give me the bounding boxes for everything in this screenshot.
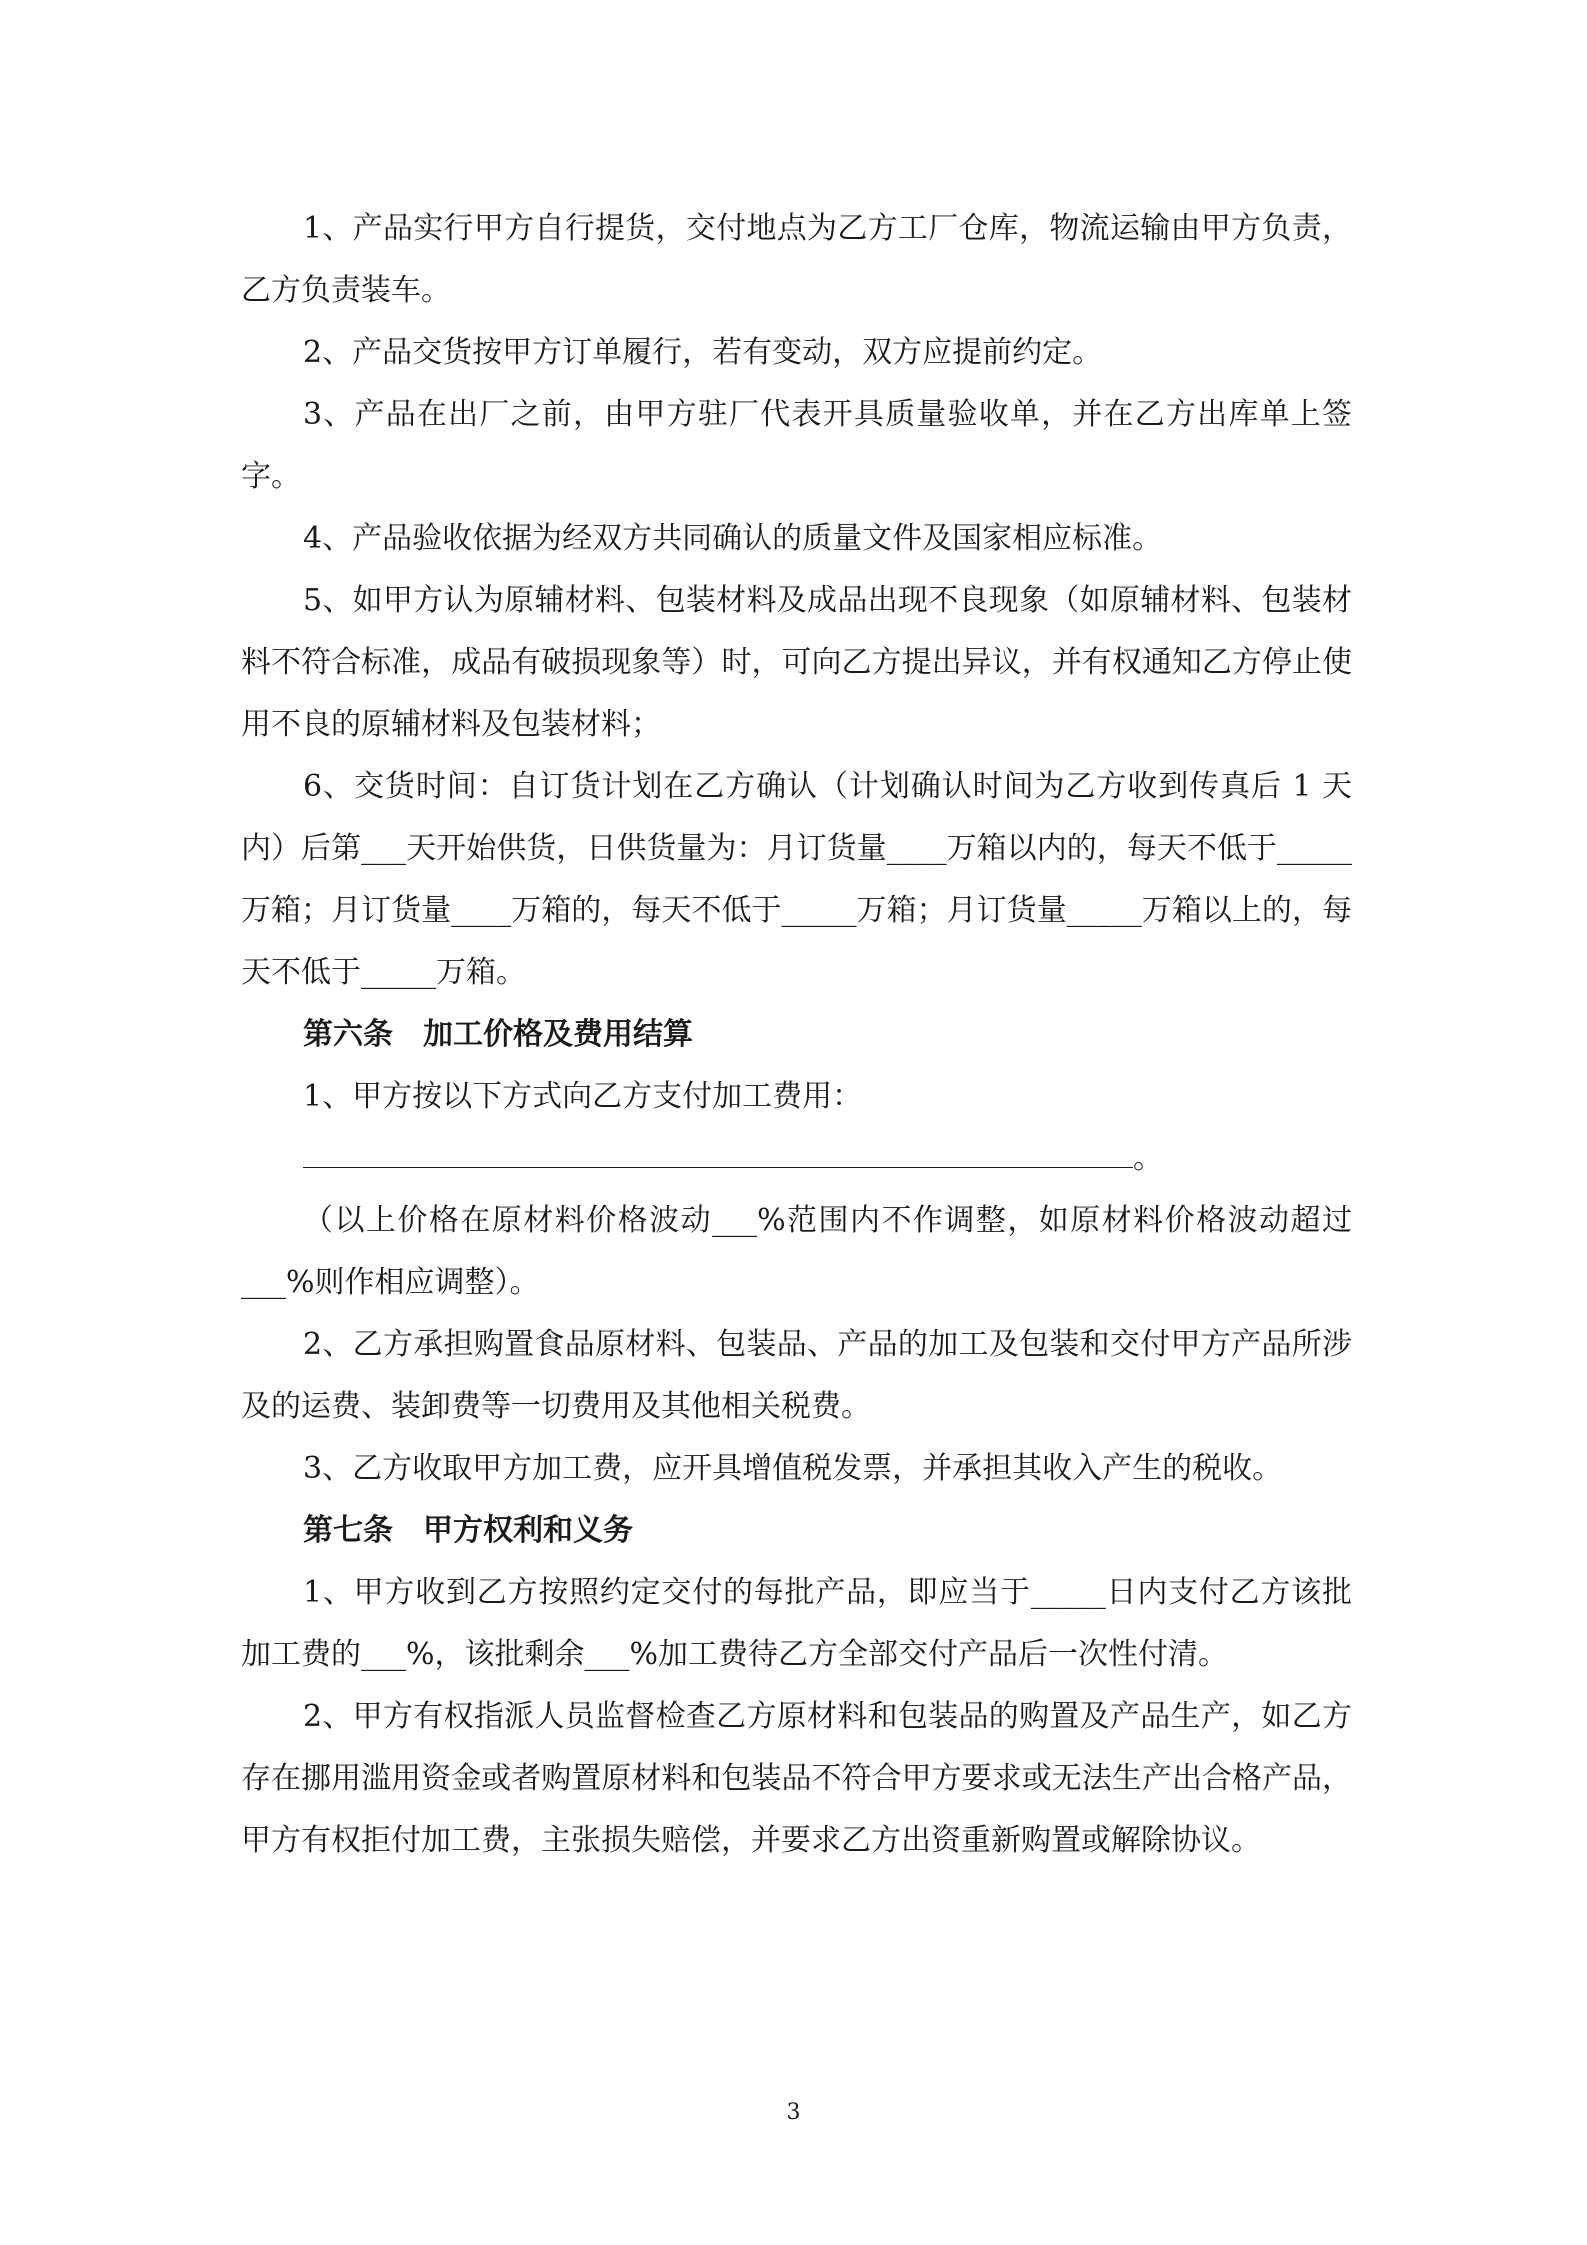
paragraph-quality-inspection: 3、产品在出厂之前，由甲方驻厂代表开具质量验收单，并在乙方出库单上签字。 <box>241 397 1352 494</box>
section-6-item-1: 1、甲方按以下方式向乙方支付加工费用： <box>303 1079 863 1114</box>
paragraph-defect-objection: 5、如甲方认为原辅材料、包装材料及成品出现不良现象（如原辅材料、包装材料不符合标准，成品有破损现象等）时，可向乙方提出异议，并有权通知乙方停止使用不良的原辅材料及包装材料； <box>241 583 1352 742</box>
section-7-item-1: 1、甲方收到乙方按照约定交付的每批产品，即应当于_____日内支付乙方该批加工费的___%，该批剩余___%加工费待乙方全部交付产品后一次性付清。 <box>241 1575 1352 1672</box>
paragraph-acceptance-basis: 4、产品验收依据为经双方共同确认的质量文件及国家相应标准。 <box>303 521 1163 556</box>
page-number: 3 <box>786 2100 801 2125</box>
fill-in-line <box>303 1137 1133 1168</box>
fee-blank-end: 。 <box>1133 1141 1163 1176</box>
section-6-item-2: 2、乙方承担购置食品原材料、包装品、产品的加工及包装和交付甲方产品所涉及的运费、装卸费等一切费用及其他相关税费。 <box>241 1327 1352 1424</box>
section-6-item-3: 3、乙方收取甲方加工费，应开具增值税发票，并承担其收入产生的税收。 <box>303 1451 1283 1486</box>
section-7-item-2: 2、甲方有权指派人员监督检查乙方原材料和包装品的购置及产品生产，如乙方存在挪用滥用资金或者购置原材料和包装品不符合甲方要求或无法生产出合格产品，甲方有权拒付加工费，主张损失赔偿，并要求乙方出资重新购置或解除协议。 <box>241 1699 1352 1858</box>
section-6-heading: 第六条 加工价格及费用结算 <box>303 1017 693 1052</box>
document-body <box>241 198 1352 1872</box>
fee-blank-line <box>241 1128 1352 1190</box>
paragraph-delivery-time: 6、交货时间：自订货计划在乙方确认（计划确认时间为乙方收到传真后 1 天内）后第___天开始供货，日供货量为：月订货量____万箱以内的，每天不低于_____万箱；月订货量____万箱的，每天不低于_____万箱；月订货量_____万箱以上的，每天不低于_____万箱。 <box>241 769 1352 990</box>
section-6-price-note: （以上价格在原材料价格波动___%范围内不作调整，如原材料价格波动超过___%则作相应调整）。 <box>241 1203 1352 1300</box>
paragraph-pickup: 1、产品实行甲方自行提货，交付地点为乙方工厂仓库，物流运输由甲方负责，乙方负责装车。 <box>241 211 1352 308</box>
paragraph-delivery-order: 2、产品交货按甲方订单履行，若有变动，双方应提前约定。 <box>303 335 1103 370</box>
section-7-heading: 第七条 甲方权利和义务 <box>303 1513 633 1548</box>
